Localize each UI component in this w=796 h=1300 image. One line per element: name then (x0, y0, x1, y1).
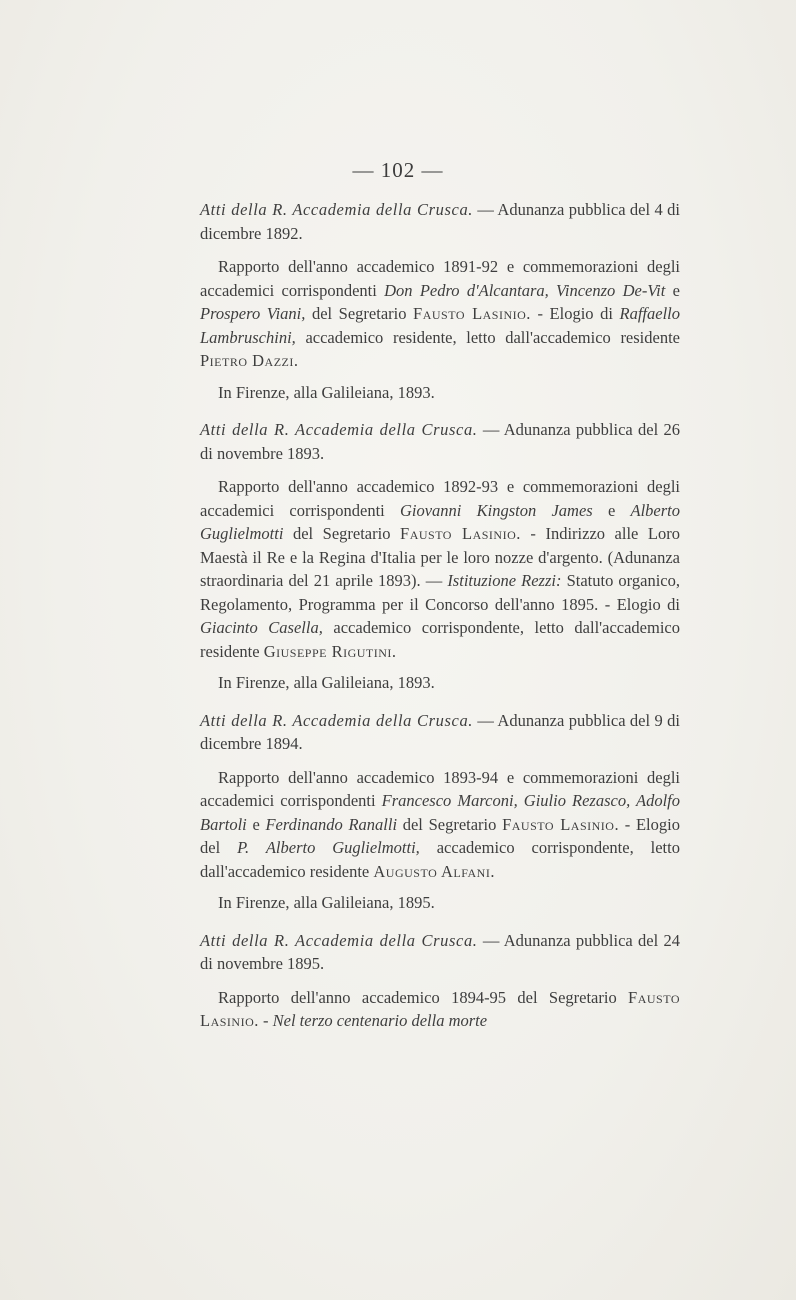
italic-run: Francesco Marconi, Giulio Rezasco, Adolfo Bartoli (200, 791, 680, 834)
page-number: — 102 — (352, 158, 444, 182)
bibliography-entry (200, 198, 680, 404)
text-run: del Segretario (397, 814, 503, 834)
entry-title (200, 709, 680, 756)
text-run: Rapporto dell'anno accademico 1892-93 e commemorazioni degli accademici corrispondenti (200, 477, 680, 520)
entry-title-italic: Atti della R. Accademia della Crusca. (200, 930, 478, 950)
entry-title-rest: — Adunanza pubblica del 26 di novembre 1893. (200, 420, 680, 463)
entry-imprint: In Firenze, alla Galileiana, 1893. (218, 673, 435, 692)
text-run: Rapporto dell'anno accademico 1894-95 del Segretario (218, 987, 629, 1007)
entry-title-italic: Atti della R. Accademia della Crusca. (200, 420, 478, 439)
text-run: del Segretario (305, 304, 414, 323)
entry-description (200, 986, 680, 1033)
italic-run: P. Alberto Guglielmotti, (237, 838, 420, 857)
italic-run: Ferdinando Ranalli (265, 814, 398, 834)
entry-description (200, 255, 680, 373)
entry-description (200, 475, 680, 663)
text-run: - Elogio del (200, 814, 680, 857)
italic-run: Giacinto Casella, (200, 618, 323, 637)
smallcaps-run: Fausto Lasinio. (400, 524, 521, 543)
text-run: accademico corrispondente, letto dall'accademico residente (200, 838, 680, 881)
smallcaps-run: Giuseppe Rigutini. (263, 641, 397, 661)
text-run: e (665, 280, 680, 300)
text-run: - (258, 1011, 273, 1030)
entry-imprint: In Firenze, alla Galileiana, 1895. (218, 893, 435, 912)
text-run: - Elogio di (530, 304, 620, 323)
bibliography-entry (200, 709, 680, 915)
entry-imprint: In Firenze, alla Galileiana, 1893. (218, 382, 435, 402)
entry-title-rest: — Adunanza pubblica del 9 di dicembre 1894. (200, 710, 680, 753)
text-run: e (592, 500, 631, 520)
text-run: accademico corrispondente, letto dall'accademico residente (200, 618, 680, 661)
smallcaps-run: Fausto Lasinio. (413, 304, 531, 323)
smallcaps-run: Fausto Lasinio. (200, 987, 680, 1030)
entry-title-italic: Atti della R. Accademia della Crusca. (200, 200, 474, 219)
bibliography-entry (200, 929, 680, 1033)
entry-title-italic: Atti della R. Accademia della Crusca. (200, 710, 474, 730)
text-run: del Segretario (283, 524, 401, 543)
italic-run: Prospero Viani, (200, 304, 306, 323)
text-run: - Indirizzo alle Loro Maestà il Re e la Regina d'Italia per le loro nozze d'argento. (Adunanza straordinaria del 21 aprile 1893). — (200, 524, 680, 590)
entry-title (200, 929, 680, 976)
smallcaps-run: Pietro Dazzi. (200, 351, 299, 370)
smallcaps-run: Fausto Lasinio. (502, 814, 620, 834)
text-run: accademico residente, letto dall'accademico residente (295, 327, 680, 347)
entry-title (200, 418, 680, 465)
text-run: Rapporto dell'anno accademico 1893-94 e commemorazioni degli accademici corrispondenti (200, 767, 680, 810)
bibliography-entry (200, 418, 680, 695)
smallcaps-run: Augusto Alfani. (373, 861, 495, 881)
italic-run: Alberto Guglielmotti (200, 500, 680, 543)
entry-description (200, 766, 680, 884)
entry-title-rest: — Adunanza pubblica del 4 di dicembre 1892. (200, 200, 680, 243)
italic-run: Don Pedro d'Alcantara, Vincenzo De-Vit (384, 280, 666, 300)
text-run: e (246, 814, 266, 834)
entry-title-rest: — Adunanza pubblica del 24 di novembre 1895. (200, 930, 680, 973)
text-run: Statuto organico, Regolamento, Programma per il Concorso dell'anno 1895. - Elogio di (200, 571, 680, 614)
italic-run: Raffaello Lambruschini, (200, 304, 680, 347)
italic-run: Giovanni Kingston James (399, 500, 593, 520)
bibliography-list (200, 198, 680, 1047)
italic-run: Istituzione Rezzi: (447, 571, 562, 590)
entry-title (200, 198, 680, 245)
italic-run: Nel terzo centenario della morte (272, 1011, 488, 1030)
text-run: Rapporto dell'anno accademico 1891-92 e commemorazioni degli accademici corrispondenti (200, 257, 680, 300)
